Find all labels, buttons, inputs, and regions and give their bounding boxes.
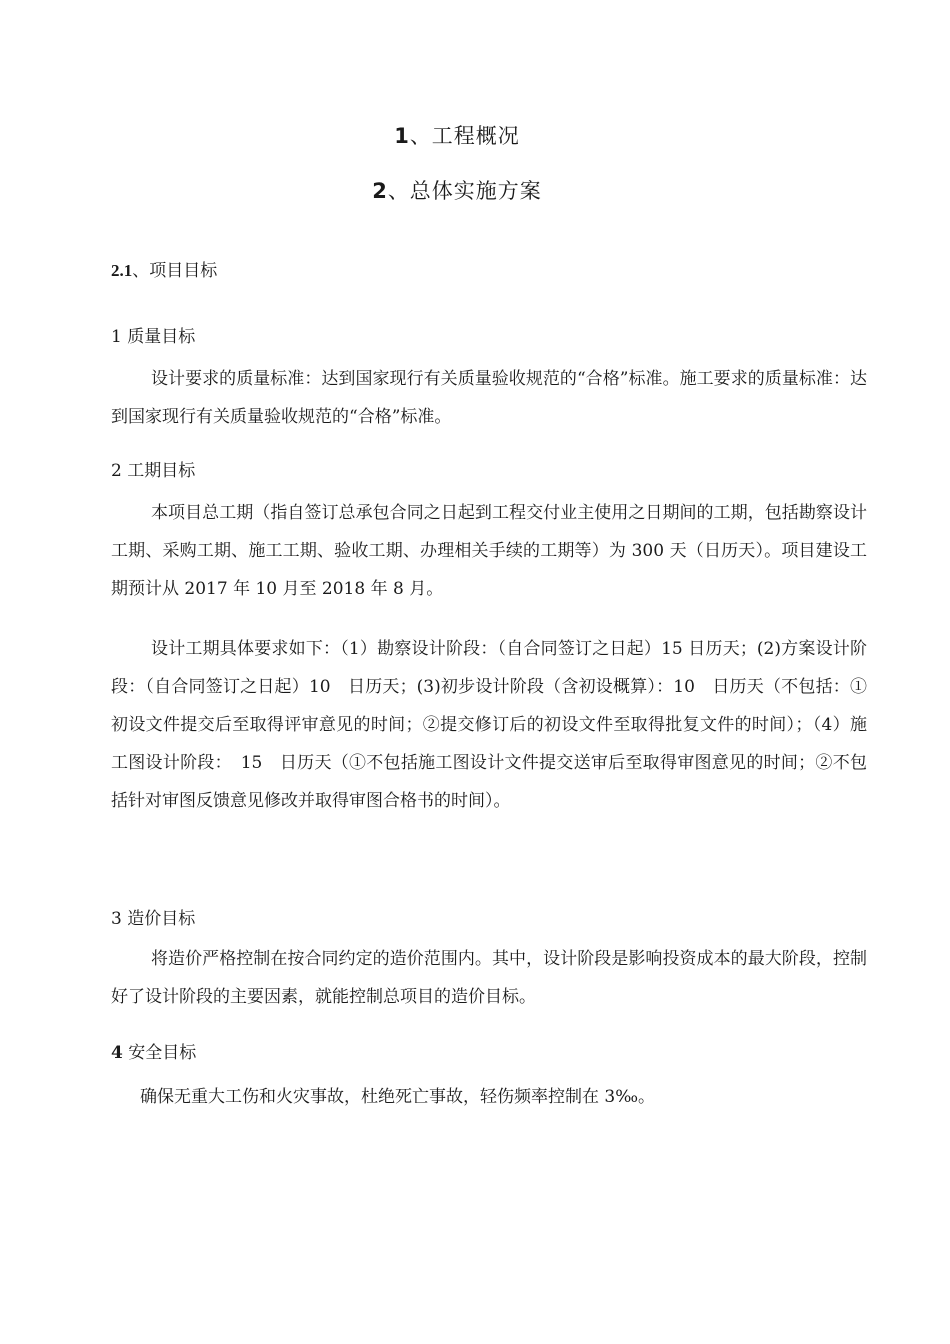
goal-quality-heading [111,322,195,347]
goal-safety-heading [111,1038,196,1063]
goal-title: 质量目标 [121,327,196,347]
heading-project-overview [0,120,932,150]
goal-schedule-paragraph-2: 设计工期具体要求如下：（1）勘察设计阶段：（自合同签订之日起）15 日历天；(2)方案设计阶段：（自合同签订之日起）10 日历天；(3)初步设计阶段（含初设概算）：10 日历天（不包括：①初设文件提交后至取得评审意见的时间；②提交修订后的初设文件至取得批复文件的时间）；（4）施工图设计阶段： 15 日历天（①不包括施工图设计文件提交送审后至取得审图意见的时间；②不包括针对审图反馈意见修改并取得审图合格书的时间）。 [111,639,867,811]
goal-cost-heading [111,904,195,929]
heading-number: 1 [394,124,410,148]
goal-number: 2 [111,461,122,481]
goal-number: 3 [111,909,122,929]
heading-text: 、总体实施方案 [387,179,542,203]
goal-title: 造价目标 [121,909,196,929]
heading-number: 2 [372,179,388,203]
heading-implementation-plan [0,175,932,205]
section-project-goals [111,256,217,281]
goal-number: 1 [111,327,122,347]
goal-cost-paragraph: 将造价严格控制在按合同约定的造价范围内。其中，设计阶段是影响投资成本的最大阶段，控制好了设计阶段的主要因素，就能控制总项目的造价目标。 [111,949,867,1007]
goal-quality-paragraph: 设计要求的质量标准：达到国家现行有关质量验收规范的“合格”标准。施工要求的质量标准：达到国家现行有关质量验收规范的“合格”标准。 [111,369,867,427]
goal-schedule-paragraph-1: 本项目总工期（指自签订总承包合同之日起到工程交付业主使用之日期间的工期，包括勘察设计工期、采购工期、施工工期、验收工期、办理相关手续的工期等）为 300 天（日历天）。项目建设工期预计从 2017 年 10 月至 2018 年 8 月。 [111,503,867,599]
goal-title: 工期目标 [121,461,196,481]
goal-title: 安全目标 [122,1043,197,1063]
heading-text: 、工程概况 [409,124,520,148]
section-number: 2.1 [111,261,133,280]
goal-schedule-heading [111,456,195,481]
goal-safety-paragraph: 确保无重大工伤和火灾事故，杜绝死亡事故，轻伤频率控制在 3‰。 [140,1087,656,1107]
goal-number: 4 [111,1043,123,1063]
section-title: 、项目目标 [132,261,218,281]
